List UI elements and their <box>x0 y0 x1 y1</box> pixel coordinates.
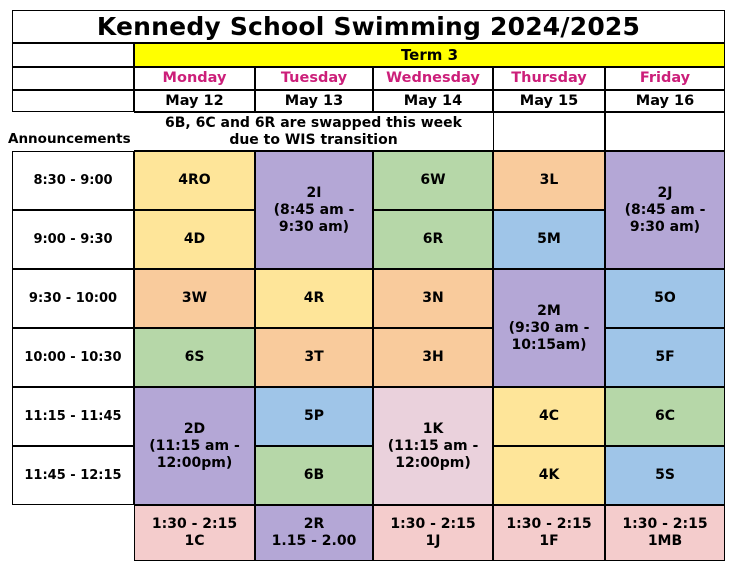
time-slot-2: 9:00 - 9:30 <box>12 210 134 269</box>
date-thursday: May 15 <box>493 90 605 112</box>
class-slot: 2M (9:30 am - 10:15am) <box>493 269 605 387</box>
class-slot: 5O <box>605 269 725 328</box>
class-slot: 6B <box>255 446 373 505</box>
blank-announcement-cell <box>493 112 605 151</box>
class-slot: 3T <box>255 328 373 387</box>
class-slot: 3N <box>373 269 493 328</box>
blank-announcement-cell <box>605 112 725 151</box>
class-slot: 4C <box>493 387 605 446</box>
class-slot: 2I (8:45 am - 9:30 am) <box>255 151 373 269</box>
afternoon-slot: 1:30 - 2:15 1J <box>373 505 493 561</box>
class-slot: 6R <box>373 210 493 269</box>
class-slot: 5S <box>605 446 725 505</box>
afternoon-slot: 1:30 - 2:15 1MB <box>605 505 725 561</box>
day-header-wednesday: Wednesday <box>373 67 493 90</box>
date-friday: May 16 <box>605 90 725 112</box>
time-slot-3: 9:30 - 10:00 <box>12 269 134 328</box>
day-header-monday: Monday <box>134 67 255 90</box>
class-slot: 6W <box>373 151 493 210</box>
page-title: Kennedy School Swimming 2024/2025 <box>12 10 725 43</box>
announcement-text <box>134 112 493 151</box>
class-slot: 5P <box>255 387 373 446</box>
class-slot: 4R <box>255 269 373 328</box>
day-header-tuesday: Tuesday <box>255 67 373 90</box>
class-slot: 5F <box>605 328 725 387</box>
term-banner: Term 3 <box>134 43 725 67</box>
time-slot-4: 10:00 - 10:30 <box>12 328 134 387</box>
class-slot: 3L <box>493 151 605 210</box>
blank-header-cell <box>12 67 134 90</box>
date-monday: May 12 <box>134 90 255 112</box>
day-header-friday: Friday <box>605 67 725 90</box>
class-slot: 6S <box>134 328 255 387</box>
afternoon-slot: 1:30 - 2:15 1C <box>134 505 255 561</box>
time-slot-6: 11:45 - 12:15 <box>12 446 134 505</box>
class-slot: 4RO <box>134 151 255 210</box>
class-slot: 2D (11:15 am - 12:00pm) <box>134 387 255 505</box>
date-wednesday: May 14 <box>373 90 493 112</box>
time-slot-1: 8:30 - 9:00 <box>12 151 134 210</box>
blank-header-cell <box>12 90 134 112</box>
class-slot: 2J (8:45 am - 9:30 am) <box>605 151 725 269</box>
day-header-thursday: Thursday <box>493 67 605 90</box>
announcement-text-content: 6B, 6C and 6R are swapped this week due to WIS transition <box>165 114 462 148</box>
class-slot: 5M <box>493 210 605 269</box>
class-slot: 4K <box>493 446 605 505</box>
announcements-label: Announcements <box>8 131 131 147</box>
afternoon-slot: 1:30 - 2:15 1F <box>493 505 605 561</box>
class-slot: 4D <box>134 210 255 269</box>
class-slot: 3H <box>373 328 493 387</box>
class-slot: 6C <box>605 387 725 446</box>
afternoon-slot: 2R 1.15 - 2.00 <box>255 505 373 561</box>
class-slot: 3W <box>134 269 255 328</box>
time-slot-5: 11:15 - 11:45 <box>12 387 134 446</box>
date-tuesday: May 13 <box>255 90 373 112</box>
class-slot: 1K (11:15 am - 12:00pm) <box>373 387 493 505</box>
blank-header-cell <box>12 43 134 67</box>
